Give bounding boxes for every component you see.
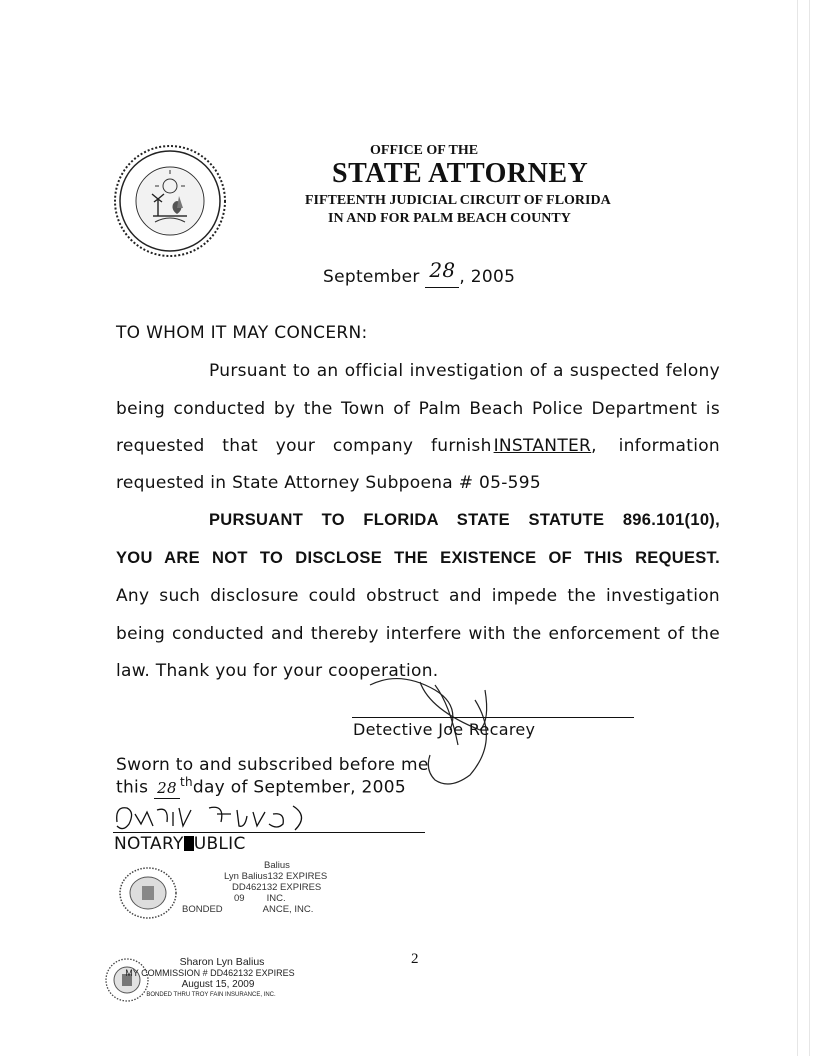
notary-stamp-bonded: BONDED THRU TROY FAIN INSURANCE, INC. (146, 992, 276, 998)
notary-signature-line (113, 832, 425, 833)
instanter-group (494, 436, 720, 456)
florida-state-seal (113, 144, 227, 258)
faded-stamp-text (180, 860, 380, 920)
date-year: , 2005 (459, 267, 516, 287)
office-of-heading: OFFICE OF THE (370, 143, 479, 158)
notary-public-label: NOTARY UBLIC (114, 834, 246, 854)
statute-line: PURSUANT TO FLORIDA STATE STATUTE 896.101(10), (209, 511, 720, 529)
faded-stamp-line-3: DD462132 EXPIRES (232, 882, 322, 893)
sworn-line: Sworn to and subscribed before me (116, 755, 429, 775)
date-line (323, 258, 516, 288)
requested-text: requested that your company furnish (116, 436, 492, 456)
page-number: 2 (411, 951, 419, 967)
information-text: , information (591, 436, 720, 456)
paragraph-1-line-1: Pursuant to an official investigation of a suspected felony (209, 361, 720, 381)
paragraph-3-line-2: being conducted and thereby interfere with the enforcement of the (116, 624, 720, 644)
salutation: TO WHOM IT MAY CONCERN: (116, 323, 368, 343)
faded-notary-seal (118, 866, 178, 920)
state-attorney-title: STATE ATTORNEY (332, 158, 589, 189)
notary-signature-scribble (113, 800, 313, 836)
seal-graphic (113, 144, 227, 258)
notary-stamp-commission: MY COMMISSION # DD462132 EXPIRES (125, 968, 295, 978)
day-suffix: th (179, 775, 193, 789)
notary-stamp-expires: August 15, 2009 (181, 979, 255, 990)
detective-signature-line (352, 717, 634, 718)
paragraph-3-line-3: law. Thank you for your cooperation. (116, 661, 439, 681)
paragraph-1-line-3 (116, 436, 720, 456)
sworn-day-handwritten: 28 (154, 778, 180, 799)
day-rest-text: day of September, 2005 (192, 777, 406, 798)
paragraph-1-line-2: being conducted by the Town of Palm Beach Police Department is (116, 399, 720, 419)
notary-stamp-name: Sharon Lyn Balius (179, 956, 265, 968)
paragraph-3-line-1: Any such disclosure could obstruct and impede the investigation (116, 586, 720, 606)
faded-stamp-line-5: BONDED ANCE, INC. (182, 904, 314, 915)
scan-edge-line (809, 0, 810, 1056)
paragraph-1-line-4: requested in State Attorney Subpoena # 05-595 (116, 473, 541, 493)
faded-stamp-line-2: Lyn Balius132 EXPIRES (224, 871, 328, 882)
sworn-date-line (116, 775, 406, 799)
date-month: September (323, 267, 420, 287)
judicial-circuit-heading: FIFTEENTH JUDICIAL CIRCUIT OF FLORIDA (305, 193, 611, 208)
county-heading: IN AND FOR PALM BEACH COUNTY (328, 211, 571, 226)
faded-stamp-line-4: 09 INC. (234, 893, 286, 904)
instanter-emphasis: INSTANTER (493, 436, 592, 456)
redaction-box (184, 836, 194, 851)
nondisclosure-line: YOU ARE NOT TO DISCLOSE THE EXISTENCE OF THIS REQUEST. (116, 549, 720, 567)
faded-stamp-line-1: Balius (264, 860, 290, 871)
notary-stamp-text (125, 956, 330, 1001)
scan-edge-line (797, 0, 798, 1056)
date-day-handwritten: 28 (425, 263, 459, 288)
detective-name: Detective Joe Recarey (353, 720, 536, 739)
this-word: this (116, 777, 149, 798)
